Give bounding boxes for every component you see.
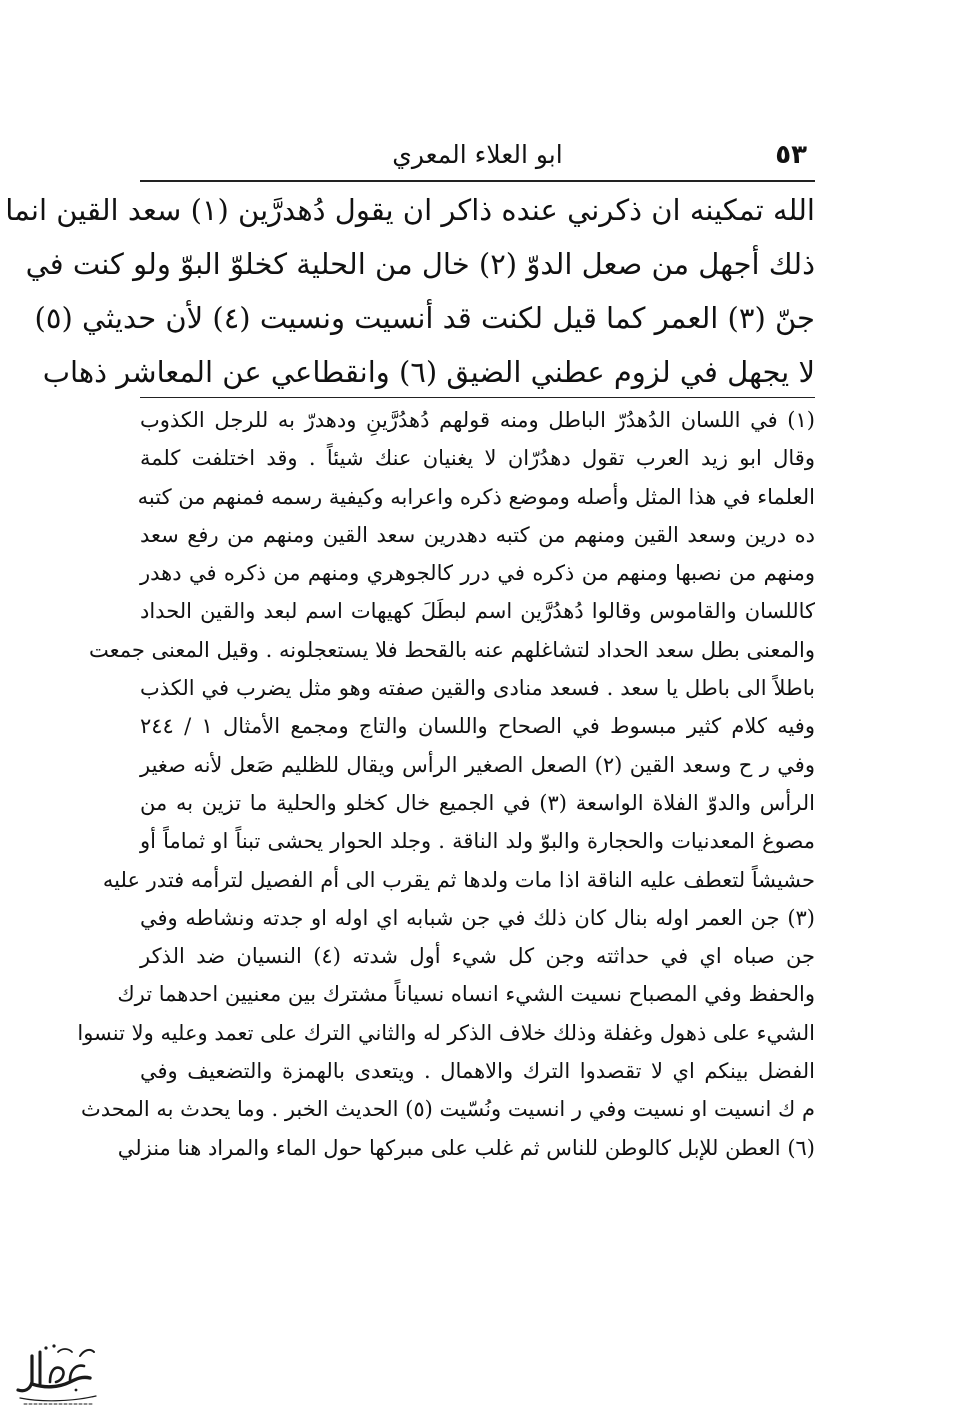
footnote-line: والحفظ وفي المصباح نسيت الشيء انساه نسياناً مشترك بين معنيين احدهما ترك [117, 982, 815, 1007]
footnote-line: وفيه كلام كثير مبسوط في الصحاح واللسان والتاج ومجمع الأمثال ١ / ٢٤٤ [140, 714, 815, 739]
footnote-line: والمعنى بطل سعد الحداد لتشاغلهم عنه بالقحط فلا يستعجلونه . وقيل المعنى جمعت [88, 637, 815, 662]
main-text-line: الله تمكينه ان ذكرني عنده ذاكر ان يقول دُهدرَّين (١) سعد القين انما [5, 193, 815, 227]
calligraphy-stamp-logo [10, 1326, 102, 1410]
footnote-line: الشيء على ذهول وغفلة وذلك خلاف الذكر له والثاني الترك على تعمد وعليه ولا تنسوا [77, 1020, 815, 1045]
main-text-line: لا يجهل في لزوم عطني الضيق (٦) وانقطاعي عن المعاشر ذهاب [42, 355, 815, 389]
running-title: ابو العلاء المعري [392, 140, 563, 169]
main-text-line: جنّ (٣) العمر كما قيل لكنت قد أنسيت ونسيت (٤) لأن حديثي (٥) [34, 301, 815, 335]
footnote-line: الفضل بينكم اي لا تقصدوا الترك والاهمال . ويتعدى بالهمزة والتضعيف وفي [140, 1059, 815, 1084]
footnote-line: الرأس والدوّ الفلاة الواسعة (٣) في الجميع خال كخلو والحلية ما تزين به من [140, 790, 815, 815]
footnote-line: حشيشاً لتعطف عليه الناقة اذا مات ولدها ثم يقرب الى أم الفصيل لترأمه فتدر عليه [102, 867, 815, 892]
footnote-separator [140, 397, 815, 398]
main-text-line: ذلك أجهل من صعل الدوّ (٢) خال من الحلية كخلوّ البوّ ولو كنت في [25, 247, 815, 281]
page-number: ٥٣ [775, 140, 807, 170]
footnote-line: ومنهم من نصبها ومنهم من ذكره في درر كالجوهري ومنهم من ذكره في دهدر [140, 561, 815, 586]
footnote-line: جن صباه اي في حداثته وجن كل شيء أول شدته (٤) النسيان ضد الذكر [140, 944, 816, 969]
main-text [5, 183, 815, 399]
footnotes [77, 401, 816, 1167]
footnote-line: (١) في اللسان الدُهدُرّ الباطل ومنه قولهم دُهدُرَّينِ ودهدرّ به للرجل الكذوب [140, 408, 815, 432]
footnote-line: مصوغ المعدنيات والحجارة والبوّ ولد الناقة . وجلد الحوار يحشى تبناً او ثماماً أو [140, 829, 815, 854]
footnote-line: (٦) العطن للإبل كالوطن للناس ثم غلب على مبركها حول الماء والمراد هنا منزلي [117, 1135, 815, 1160]
footnote-line: العلماء في هذا المثل وأصله وموضع ذكره واعرابه وكيفية رسمه فمنهم من كتبه [137, 484, 815, 509]
footnote-line: وفي ر ح وسعد القين (٢) الصعل الصغير الرأس ويقال للظليم صَعل لأنه صغير [140, 752, 815, 777]
footnote-line: باطلاً الى باطل يا سعد . فسعد منادى والقين صفته وهو مثل يضرب في الكذب [140, 676, 815, 701]
header-rule [140, 180, 815, 182]
footnote-line: م ك انسيت او نسيت وفي ر انسيت ونُسّيت (٥) الحديث الخبر . وما يحدث به المحدث [80, 1097, 815, 1122]
footnote-line: كاللسان والقاموس وقالوا دُهدُرَّين اسم لبطَلَ كهيهات اسم لبعد والقين الحداد [140, 599, 815, 624]
footnote-line: (٣) جن العمر اوله بنال كان ذلك في جن شبابه اي اوله او جدته ونشاطه وفي [140, 905, 815, 930]
footnote-line: وقال ابو زيد العرب تقول دهدُرّان لا يغنيان عنك شيئاً . وقد اختلفت كلمة [140, 446, 815, 471]
page-header [140, 138, 815, 180]
footnote-line: ده درين وسعد القين ومنهم من كتبه دهدرين سعد القين ومنهم من رفع سعد [140, 522, 815, 547]
